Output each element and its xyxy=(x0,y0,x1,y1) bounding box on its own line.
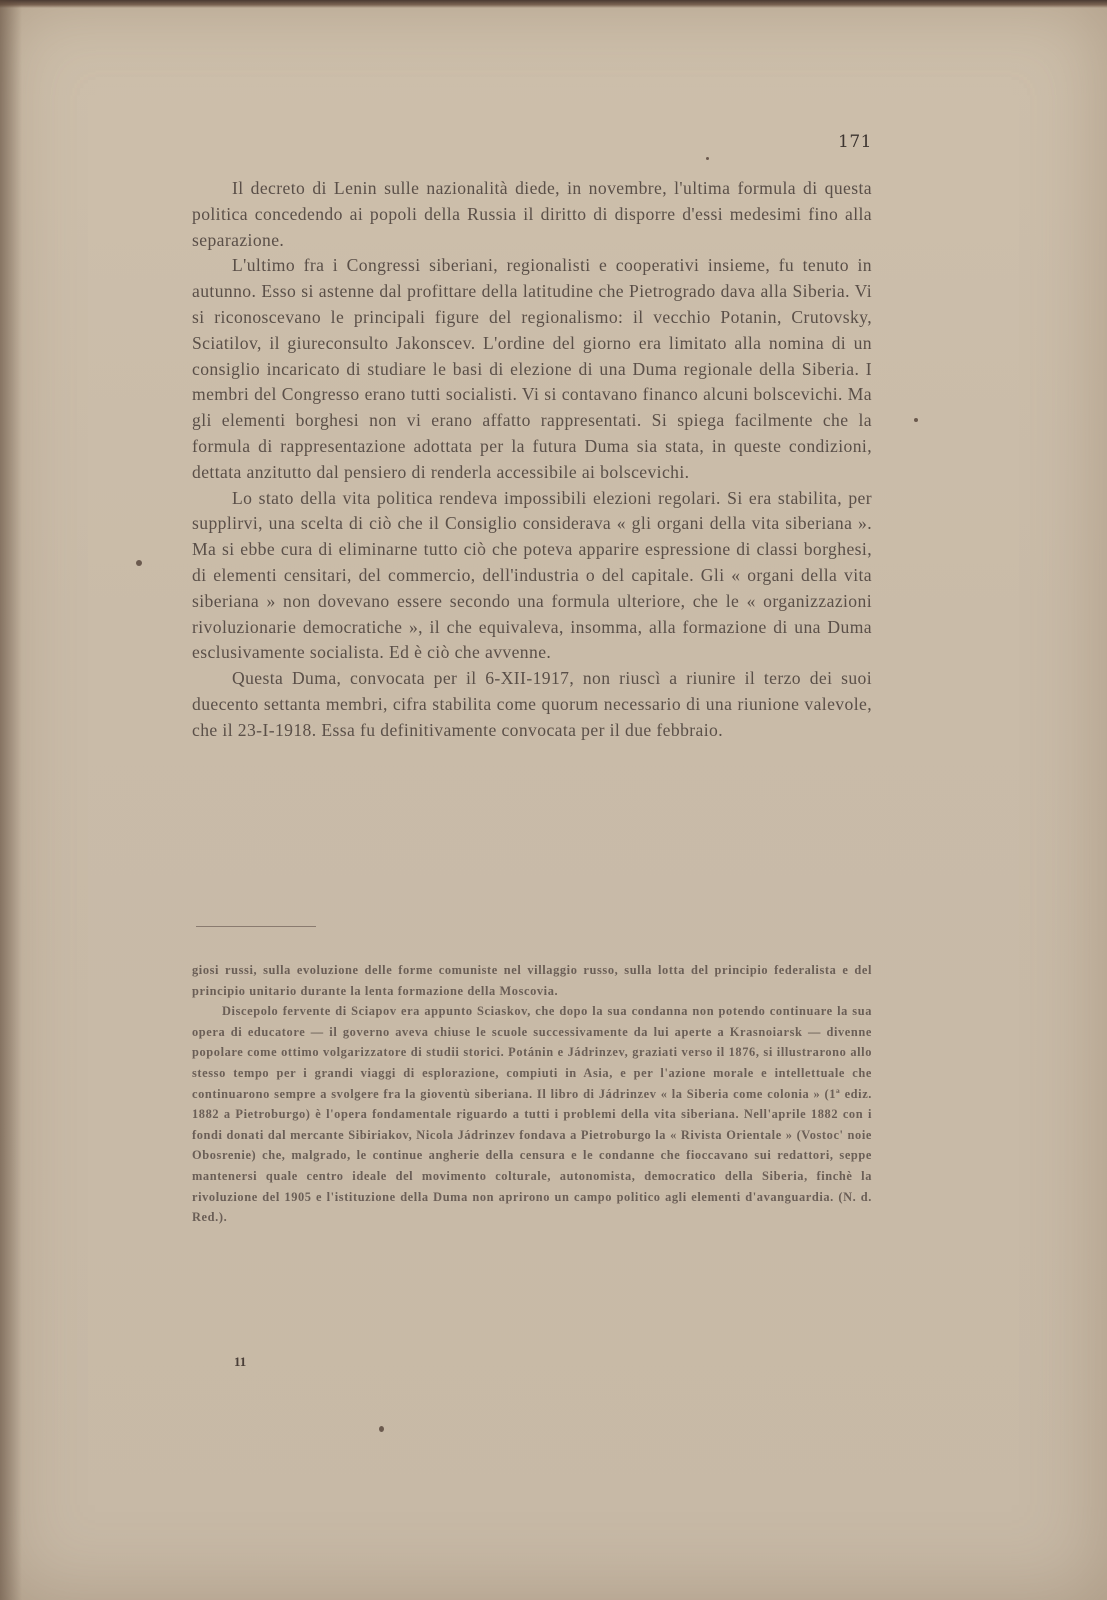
page-top-shadow xyxy=(0,0,1107,8)
page-binding-shadow xyxy=(0,0,22,1600)
paragraph: Lo stato della vita politica rendeva impossibili elezioni regolari. Si era stabilita, per supplirvi, una scelta di ciò che il Consiglio considerava « gli organi della vita siberiana ». Ma si ebbe cura di eliminarne tutto ciò che poteva apparire espressione di classi borghesi, di elementi censitari, del commercio, dell'industria o del capitale. Gli « organi della vita siberiana » non dovevano essere secondo una formula ulteriore, che le « organizzazioni rivoluzionarie democratiche », il che equivaleva, insomma, alla formazione di una Duma esclusivamente socialista. Ed è ciò che avvenne. xyxy=(192,487,872,663)
signature-mark: 11 xyxy=(234,1354,247,1369)
ink-speck xyxy=(706,157,709,160)
footnotes xyxy=(192,960,872,1228)
footnote-divider xyxy=(196,926,316,927)
paragraph: Questa Duma, convocata per il 6-XII-1917, non riuscì a riunire il terzo dei suoi duecento settanta membri, cifra stabilita come quorum necessario di una riunione valevole, che il 23-I-1918. Essa fu definitivamente convocata per il due febbraio. xyxy=(192,668,872,740)
page-number: 171 xyxy=(838,132,872,152)
footnote-continuation: giosi russi, sulla evoluzione delle forme comuniste nel villaggio russo, sulla lotta del principio federalista e del principio unitario durante la lenta formazione della Moscovia. xyxy=(192,963,872,998)
main-text xyxy=(192,176,872,744)
ink-speck xyxy=(914,418,918,422)
ink-speck xyxy=(136,560,142,566)
paragraph: L'ultimo fra i Congressi siberiani, regionalisti e cooperativi insieme, fu tenuto in autunno. Esso si astenne dal profittare della latitudine che Pietrogrado dava alla Siberia. Vi si riconoscevano le principali figure del regionalismo: il vecchio Potanin, Crutovsky, Sciatilov, il giureconsulto Jakonscev. L'ordine del giorno era limitato alla nomina di un consiglio incaricato di studiare le basi di elezione di una Duma regionale della Siberia. I membri del Congresso erano tutti socialisti. Vi si contavano financo alcuni bolscevichi. Ma gli elementi borghesi non vi erano affatto rappresentati. Si spiega facilmente che la formula di rappresentazione adottata per la futura Duma sia stata, in queste condizioni, dettata anzitutto dal pensiero di renderla accessibile ai bolscevichi. xyxy=(192,255,872,482)
footnote-editor-note: Discepolo fervente di Sciapov era appunto Sciaskov, che dopo la sua condanna non potendo continuare la sua opera di educatore — il governo aveva chiuse le scuole successivamente da lui aperte a Krasnoiarsk — divenne popolare come ottimo volgarizzatore di studii storici. Potánin e Jádrinzev, graziati verso il 1876, si illustrarono allo stesso tempo per i grandi viaggi di esplorazione, compiuti in Asia, e per l'azione morale e intellettuale che continuarono sempre a svolgere fra la gioventù siberiana. Il libro di Jádrinzev « la Siberia come colonia » (1ª ediz. 1882 a Pietroburgo) è l'opera fondamentale riguardo a tutti i problemi della vita siberiana. Nell'aprile 1882 con i fondi donati dal mercante Sibiriakov, Nicola Jádrinzev fondava a Pietroburgo la « Rivista Orientale » (Vostoc' noie Obosrenie) che, malgrado, le continue angherie della censura e le condanne che fioccavano sui redattori, seppe mantenersi quale centro ideale del movimento colturale, autonomista, democratico della Siberia, finchè la rivoluzione del 1905 e l'istituzione della Duma non aprirono un campo politico agli elementi d'avanguardia. (N. d. Red.). xyxy=(192,1004,872,1225)
ink-speck xyxy=(379,1426,384,1432)
paragraph: Il decreto di Lenin sulle nazionalità diede, in novembre, l'ultima formula di questa politica concedendo ai popoli della Russia il diritto di disporre d'essi medesimi fino alla separazione. xyxy=(192,178,872,250)
